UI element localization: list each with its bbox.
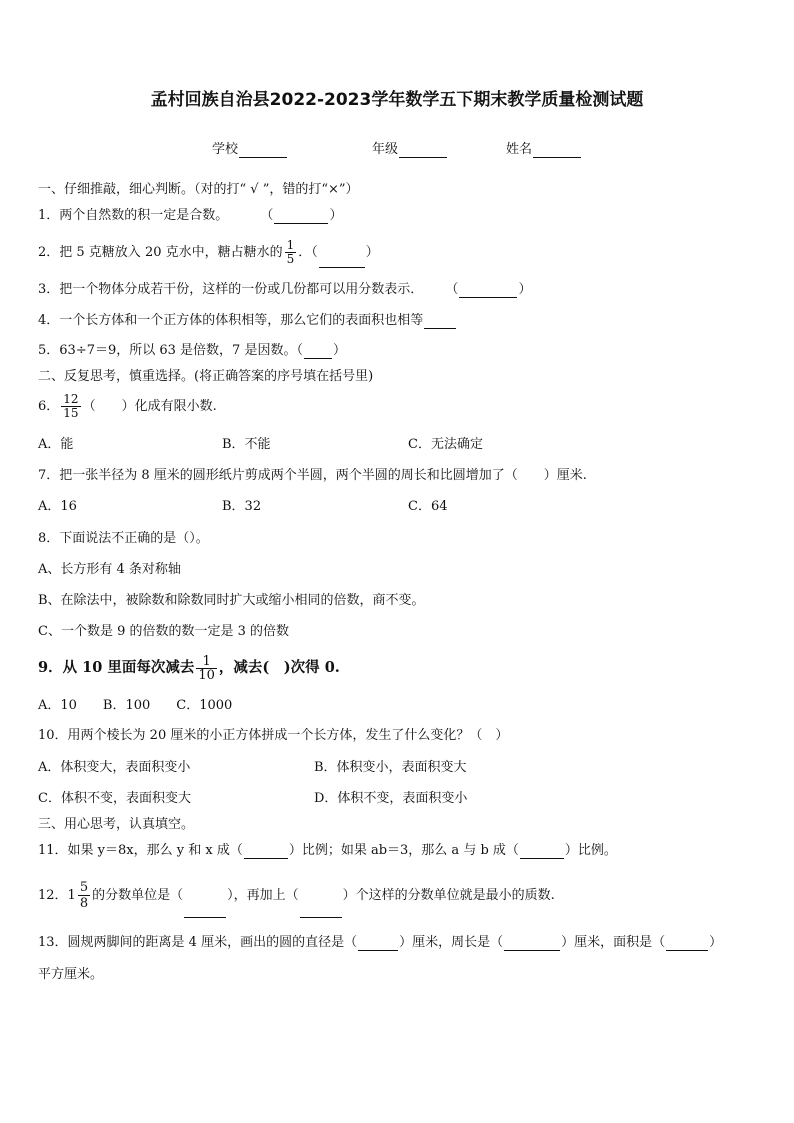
question-7: 7．把一张半径为 8 厘米的圆形纸片剪成两个半圆，两个半圆的周长和比圆增加了（ ）厘米. — [38, 468, 587, 483]
name-field — [506, 142, 582, 158]
option-d[interactable]: D．体积不变，表面积变小 — [314, 791, 468, 806]
section1-heading: 一、仔细推敲，细心判断。（对的打“ √ ”，错的打“×”） — [38, 182, 359, 197]
question-13-continued: 平方厘米。 — [38, 967, 104, 982]
fraction: $\frac{5}{8}$ — [79, 880, 89, 911]
answer-blank[interactable] — [459, 285, 517, 298]
question-8: 8．下面说法不正确的是（）。 — [38, 531, 209, 546]
name-blank[interactable] — [533, 145, 581, 158]
option-c[interactable]: C、一个数是 9 的倍数的数一定是 3 的倍数 — [38, 624, 290, 639]
grade-blank[interactable] — [399, 145, 447, 158]
option-b[interactable]: B．体积变小，表面积变大 — [314, 760, 467, 775]
answer-blank[interactable] — [424, 316, 456, 329]
question-3: 3．把一个物体分成若干份，这样的一份或几份都可以用分数表示． （ ） — [38, 282, 532, 297]
question-5: 5．63÷7＝9，所以 63 是倍数，7 是因数。（ ） — [38, 343, 346, 358]
question-12: 12．1 $\frac{5}{8}$ 的分数单位是（ ），再加上（ ）个这样的分数单位就是最小的质数. — [38, 874, 555, 918]
school-blank[interactable] — [239, 145, 287, 158]
option-c[interactable]: C．无法确定 — [408, 437, 483, 452]
school-label: 学校 — [212, 142, 239, 157]
question-9: 9．从 10 里面每次减去 $\frac{1}{10}$ ，减去( )次得 0. — [38, 653, 340, 683]
question-1: 1．两个自然数的积一定是合数。 （ ） — [38, 208, 343, 223]
answer-blank[interactable] — [300, 905, 342, 918]
fraction: $\frac{1}{10}$ — [198, 653, 215, 683]
section3-heading: 三、用心思考，认真填空。 — [38, 817, 195, 832]
option-a[interactable]: A、长方形有 4 条对称轴 — [38, 562, 181, 577]
answer-blank[interactable] — [319, 255, 365, 268]
answer-blank[interactable] — [666, 938, 708, 951]
question-6: 6． $\frac{12}{15}$ （ ）化成有限小数. — [38, 392, 217, 420]
question-4: 4．一个长方体和一个正方体的体积相等，那么它们的表面积也相等 — [38, 313, 457, 329]
question-9-options[interactable]: A．10 B．100 C．1000 — [38, 698, 233, 713]
option-a[interactable]: A．能 — [38, 437, 74, 452]
option-c[interactable]: C．体积不变，表面积变大 — [38, 791, 191, 806]
answer-blank[interactable] — [504, 938, 560, 951]
option-b[interactable]: B．32 — [222, 499, 262, 514]
answer-blank[interactable] — [304, 346, 332, 359]
option-a[interactable]: A．体积变大，表面积变小 — [38, 760, 191, 775]
option-a[interactable]: A．16 — [38, 499, 77, 514]
option-b[interactable]: B．不能 — [222, 437, 271, 452]
question-11: 11．如果 y＝8x，那么 y 和 x 成（ ）比例；如果 ab＝3，那么 a 与 b 成（ ）比例。 — [38, 843, 617, 858]
option-c[interactable]: C．64 — [408, 499, 448, 514]
fraction: $\frac{1}{5}$ — [286, 238, 295, 266]
grade-field — [372, 142, 448, 158]
answer-blank[interactable] — [244, 846, 288, 859]
school-field — [212, 142, 288, 158]
fraction: $\frac{12}{15}$ — [63, 392, 79, 420]
answer-blank[interactable] — [274, 211, 328, 224]
grade-label: 年级 — [372, 142, 399, 157]
name-label: 姓名 — [506, 142, 533, 157]
section2-heading: 二、反复思考，慎重选择。(将正确答案的序号填在括号里) — [38, 369, 374, 384]
page-title: 孟村回族自治县2022-2023学年数学五下期末教学质量检测试题 — [150, 90, 644, 110]
question-13: 13．圆规两脚间的距离是 4 厘米，画出的圆的直径是（ ）厘米，周长是（ ）厘米，面积是（ ） — [38, 935, 723, 950]
question-10: 10．用两个棱长为 20 厘米的小正方体拼成一个长方体，发生了什么变化？（ ） — [38, 728, 509, 743]
answer-blank[interactable] — [358, 938, 398, 951]
option-b[interactable]: B、在除法中，被除数和除数同时扩大或缩小相同的倍数，商不变。 — [38, 593, 425, 608]
answer-blank[interactable] — [520, 846, 564, 859]
question-2: 2．把 5 克糖放入 20 克水中，糖占糖水的 $\frac{1}{5}$ ．（ ） — [38, 238, 379, 266]
answer-blank[interactable] — [184, 905, 226, 918]
